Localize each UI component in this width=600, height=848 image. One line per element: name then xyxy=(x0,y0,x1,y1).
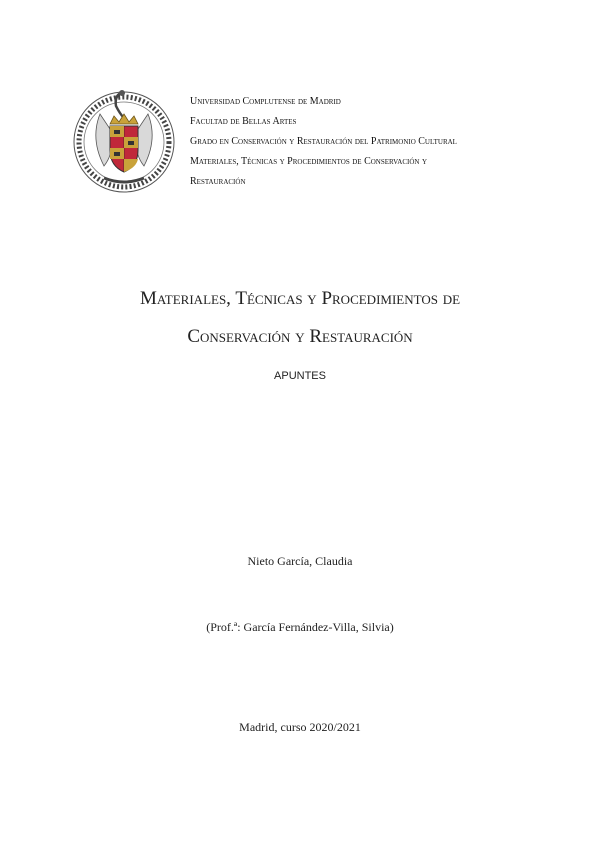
document-title-line2: Conservación y Restauración xyxy=(187,326,413,347)
author-name: Nieto García, Claudia xyxy=(247,554,353,568)
course-name-line1: Materiales, Técnicas y Procedimientos de Conservación y xyxy=(190,156,428,167)
document-subtitle: APUNTES xyxy=(274,370,326,382)
institution-header xyxy=(190,92,590,192)
ucm-seal-icon xyxy=(70,84,178,196)
faculty-name: Facultad de Bellas Artes xyxy=(190,116,297,127)
document-title-line1: Materiales, Técnicas y Procedimientos de xyxy=(139,288,461,309)
university-seal xyxy=(70,84,178,196)
course-name-line2: Restauración xyxy=(190,176,246,187)
professor-name: (Prof.ª: García Fernández-Villa, Silvia) xyxy=(206,620,394,634)
place-and-date: Madrid, curso 2020/2021 xyxy=(239,720,361,734)
degree-name: Grado en Conservación y Restauración del Patrimonio Cultural xyxy=(190,136,457,147)
university-name: Universidad Complutense de Madrid xyxy=(190,96,341,107)
